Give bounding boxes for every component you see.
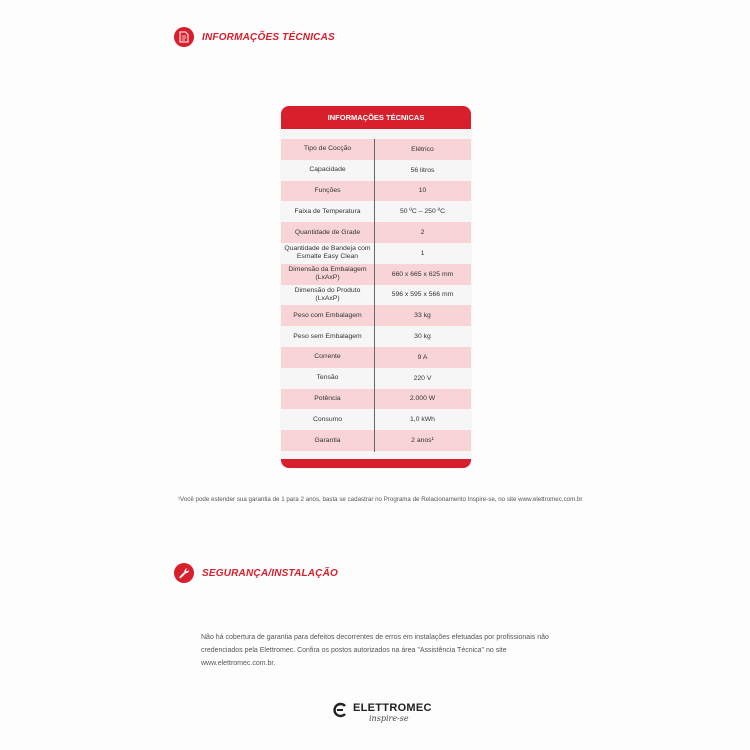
- spec-label: Peso sem Embalagem: [293, 332, 362, 340]
- spec-label: Potência: [314, 394, 341, 402]
- spec-value: 2 anos¹: [411, 437, 434, 445]
- spec-value: 1,0 kWh: [410, 416, 435, 424]
- spec-label: Quantidade de Bandeja com Esmalte Easy Clean: [284, 245, 371, 261]
- spec-label: Quantidade de Grade: [294, 228, 361, 236]
- spec-row: [281, 264, 471, 285]
- spec-value: 660 x 665 x 625 mm: [391, 270, 454, 278]
- spec-row: [281, 285, 471, 306]
- spec-row: [281, 326, 471, 347]
- section-header-seguranca: [174, 563, 338, 583]
- spec-row: [281, 160, 471, 181]
- spec-row: [281, 305, 471, 326]
- section-title: INFORMAÇÕES TÉCNICAS: [202, 31, 335, 43]
- spec-value: 56 litros: [410, 166, 435, 174]
- spec-value: 2.000 W: [409, 395, 436, 403]
- spec-row: [281, 409, 471, 430]
- spec-value: 2: [420, 229, 425, 237]
- warranty-footnote: ¹Você pode estender sua garantia de 1 para 2 anos, basta se cadastrar no Programa de Relacionamento Inspire-se, no site www.elettromec.com.br: [178, 496, 583, 503]
- spec-label: Consumo: [312, 415, 343, 423]
- column-divider: [374, 139, 375, 452]
- spec-label: Funções: [314, 186, 341, 194]
- spec-label: Peso com Embalagem: [293, 311, 362, 319]
- spec-table-rows: [281, 139, 471, 451]
- spec-value: 220 V: [413, 374, 432, 382]
- spec-table-title: INFORMAÇÕES TÉCNICAS: [281, 106, 471, 129]
- spec-value: 1: [420, 249, 425, 257]
- spec-value: 596 x 595 x 566 mm: [391, 291, 454, 299]
- section-header-informacoes: [174, 27, 335, 47]
- spec-label: Faixa de Temperatura: [294, 207, 361, 215]
- spec-value: Elétrico: [411, 145, 434, 153]
- elettromec-logo-icon: [332, 702, 348, 718]
- spec-label: Garantia: [314, 436, 341, 444]
- spec-row: [281, 243, 471, 264]
- spec-value: 50 ºC – 250 ºC: [399, 208, 446, 216]
- spec-row: [281, 201, 471, 222]
- document-icon: [174, 27, 194, 47]
- spec-value: 33 kg: [414, 312, 431, 320]
- spec-label: Dimensão da Embalagem (LxAxP): [288, 266, 367, 282]
- spec-label: Corrente: [314, 353, 341, 361]
- spec-row: [281, 430, 471, 451]
- spec-label: Tensão: [316, 374, 339, 382]
- card-footer-bar: [281, 459, 471, 468]
- spec-label: Dimensão do Produto (LxAxP): [294, 286, 361, 302]
- spec-row: [281, 347, 471, 368]
- section-title: SEGURANÇA/INSTALAÇÃO: [202, 567, 339, 579]
- spec-value: 30 kg: [414, 333, 431, 341]
- spec-label: Tipo de Cocção: [303, 145, 352, 153]
- brand-tagline: inspire-se: [369, 714, 409, 723]
- spec-row: [281, 389, 471, 410]
- installation-notice: Não há cobertura de garantia para defeitos decorrentes de erros em instalações efetuadas por profissionais não credenciados pela Elettromec. Confira os postos autorizados na área "Assistência Técnica" no site www.elettromec.com.br.: [201, 634, 549, 667]
- spec-value: 9 A: [417, 353, 428, 361]
- spec-label: Capacidade: [309, 166, 346, 174]
- spec-row: [281, 222, 471, 243]
- brand-name: ELETTROMEC: [353, 702, 432, 714]
- wrench-icon: [174, 563, 194, 583]
- spec-row: [281, 181, 471, 202]
- spec-row: [281, 368, 471, 389]
- brand-logo: [332, 702, 432, 723]
- spec-table-card: [281, 106, 471, 468]
- spec-row: [281, 139, 471, 160]
- spec-value: 10: [418, 187, 427, 195]
